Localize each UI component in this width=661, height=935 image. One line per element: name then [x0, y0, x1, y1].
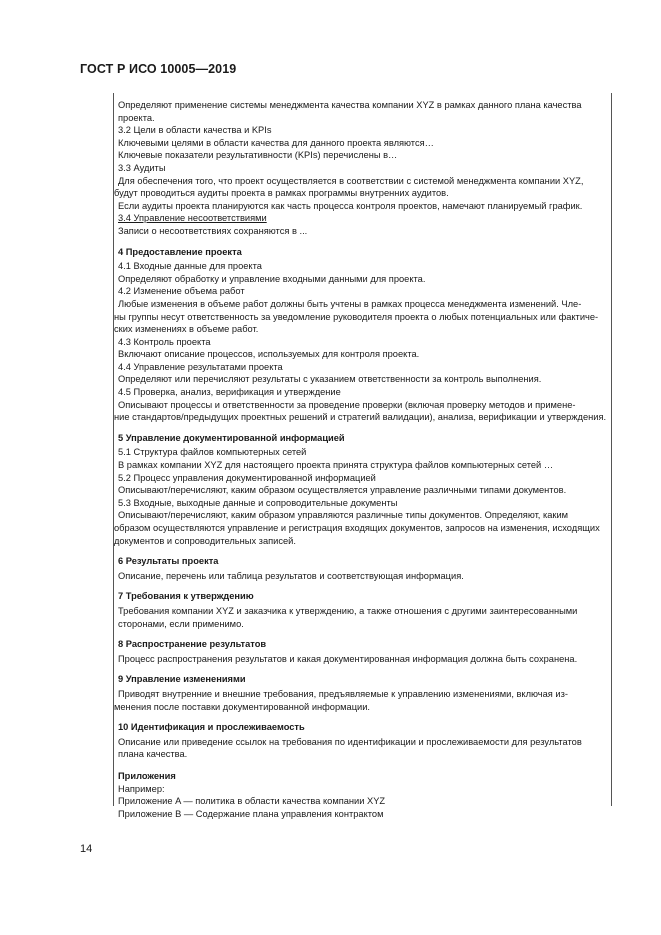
section-4-5: 4.5 Проверка, анализ, верификация и утверждение	[118, 387, 341, 398]
para-intro-line2: проекта.	[118, 112, 155, 123]
para-verification-line2: ние стандартов/предыдущих проектных решений и стратегий валидации), анализа, верификации и утверждения.	[114, 412, 607, 423]
section-4-3: 4.3 Контроль проекта	[118, 336, 211, 347]
para-file-structure: В рамках компании XYZ для настоящего проекта принята структура файлов компьютерных сетей …	[118, 460, 554, 471]
para-distribution: Процесс распространения результатов и какая документированная информация должна быть сохранена.	[118, 653, 578, 664]
para-quality-goals: Ключевыми целями в области качества для данного проекта являются…	[118, 137, 434, 148]
annex-intro: Например:	[118, 783, 165, 794]
page-number: 14	[80, 843, 93, 855]
section-5-2: 5.2 Процесс управления документированной информацией	[118, 472, 376, 483]
para-results-control: Определяют или перечисляют результаты с указанием ответственности за контроль выполнения.	[118, 374, 542, 385]
page-header-title: ГОСТ Р ИСО 10005—2019	[80, 62, 237, 76]
para-intro-line1: Определяют применение системы менеджмента качества компании XYZ в рамках данного плана качества	[118, 100, 582, 110]
section-5-3: 5.3 Входные, выходные данные и сопроводительные документы	[118, 497, 398, 508]
section-4-1: 4.1 Входные данные для проекта	[118, 261, 262, 272]
section-4-4: 4.4 Управление результатами проекта	[118, 361, 283, 372]
para-approval-line2: сторонами, если применимо.	[118, 618, 244, 629]
para-nc-records: Записи о несоответствиях сохраняются в ...	[118, 225, 308, 236]
para-results: Описание, перечень или таблица результатов и соответствующая информация.	[118, 570, 464, 581]
annex-a: Приложение A — политика в области качества компании XYZ	[118, 796, 386, 807]
section-3-2: 3.2 Цели в области качества и KPIs	[118, 125, 272, 136]
para-inputs: Определяют обработку и управление входными данными для проекта.	[118, 273, 426, 284]
para-doc-types-line1: Описывают/перечисляют, каким образом управляются различные типы документов. Определяют, каким	[118, 510, 569, 521]
para-verification-line1: Описывают процессы и ответственности за проведение проверки (включая проверку методов и примене-	[118, 399, 576, 410]
section-3-3: 3.3 Аудиты	[118, 162, 166, 173]
para-doc-types-line2: образом осуществляются управление и регистрация входящих документов, запросов на изменения, исходящих	[114, 523, 600, 533]
para-audits-line1: Для обеспечения того, что проект осуществляется в соответствии с системой менеджмента компании XYZ,	[118, 175, 584, 186]
annex-b: Приложение B — Содержание плана управления контрактом	[118, 808, 384, 819]
annex-heading: Приложения	[118, 770, 176, 781]
para-scope-line2: ны группы несут ответственность за уведомление руководителя проекта о любых потенциальных или фактиче-	[114, 311, 599, 322]
heading-10: 10 Идентификация и прослеживаемость	[118, 722, 305, 733]
heading-9: 9 Управление изменениями	[118, 674, 246, 685]
heading-6: 6 Результаты проекта	[118, 556, 219, 567]
heading-4: 4 Предоставление проекта	[118, 246, 242, 257]
para-changes-line2: менения после поставки документированной информации.	[114, 701, 370, 712]
para-scope-line3: ских изменениях в объеме работ.	[114, 324, 259, 335]
heading-7: 7 Требования к утверждению	[118, 591, 254, 602]
para-traceability-line1: Описание или приведение ссылок на требования по идентификации и прослеживаемости для результатов	[118, 736, 582, 747]
section-5-1: 5.1 Структура файлов компьютерных сетей	[118, 447, 307, 458]
para-kpis: Ключевые показатели результативности (KPIs) перечислены в…	[118, 150, 398, 161]
section-3-4: 3.4 Управление несоответствиями	[118, 213, 267, 224]
heading-5: 5 Управление документированной информацией	[118, 432, 345, 443]
section-4-2: 4.2 Изменение объема работ	[118, 286, 245, 297]
para-traceability-line2: плана качества.	[118, 749, 188, 760]
heading-8: 8 Распространение результатов	[118, 639, 267, 650]
para-approval-line1: Требования компании XYZ и заказчика к утверждению, а также отношения с другими заинтересованными	[118, 605, 578, 616]
para-scope-line1: Любые изменения в объеме работ должны быть учтены в рамках процесса менеджмента изменений. Чле-	[118, 298, 582, 309]
para-doc-control: Описывают/перечисляют, каким образом осуществляется управление различными типами документов.	[118, 485, 567, 496]
para-audit-schedule: Если аудиты проекта планируются как часть процесса контроля проектов, намечают планируемый график.	[118, 200, 583, 211]
para-audits-line2: будут проводиться аудиты проекта в рамках программы внутренних аудитов.	[114, 188, 449, 199]
para-project-control: Включают описание процессов, используемых для контроля проекта.	[118, 349, 420, 360]
para-changes-line1: Приводят внутренние и внешние требования, предъявляемые к управлению изменениями, включая из-	[118, 688, 568, 699]
para-doc-types-line3: документов и сопроводительных записей.	[114, 535, 296, 546]
page-content	[114, 99, 607, 820]
